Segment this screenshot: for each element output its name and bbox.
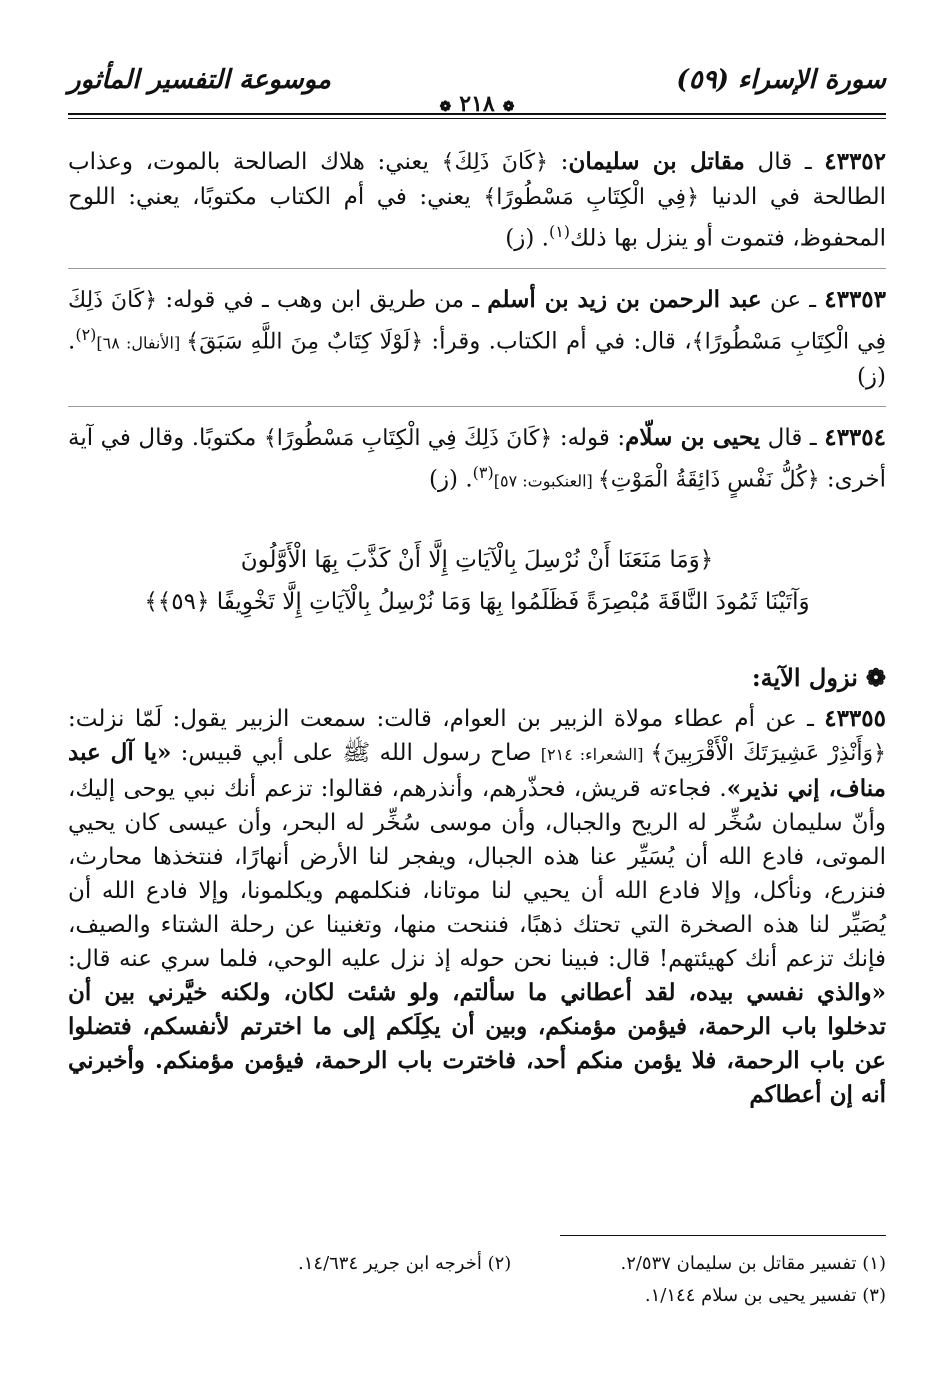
quran-quote: ﴿كَانَ ذَلِكَ فِي الْكِتَابِ مَسْطُورًا﴾ bbox=[68, 287, 887, 355]
text: : bbox=[548, 149, 569, 175]
text: : قوله: bbox=[552, 425, 626, 452]
text: مكتوبًا. وقال في آية أخرى: bbox=[68, 425, 886, 493]
text: ـ قال bbox=[744, 149, 825, 175]
text: . (ز) bbox=[68, 328, 886, 391]
quran-quote: ﴿كَانَ ذَلِكَ فِي الْكِتَابِ مَسْطُورًا﴾ bbox=[263, 426, 553, 452]
hadith-quote: «يا آل عبد مناف، إني نذير» bbox=[68, 738, 886, 802]
text: . (ز) bbox=[428, 466, 473, 493]
entry-43355 bbox=[68, 702, 886, 1112]
text: ـ من طريق ابن وهب ـ في قوله: bbox=[157, 286, 488, 313]
book-title: موسوعة التفسير المأثور bbox=[68, 65, 331, 95]
footnote-3: (٣) تفسير يحيى بن سلام ١/١٤٤. bbox=[644, 1285, 886, 1306]
quran-quote: ﴿لَوْلَا كِتَابٌ مِنَ اللَّهِ سَبَقَ﴾ bbox=[186, 329, 424, 355]
section-heading bbox=[68, 663, 886, 692]
text: . (ز) bbox=[505, 225, 549, 252]
main-text bbox=[68, 145, 886, 1124]
flower-icon: ❁ bbox=[865, 662, 886, 692]
header-rule bbox=[68, 113, 886, 115]
quran-quote: ﴿كَانَ ذَلِكَ﴾ bbox=[441, 150, 549, 175]
verse-line-2: وَآتَيْنَا ثَمُودَ النَّاقَةَ مُبْصِرَةً فَظَلَمُوا بِهَا وَمَا نُرْسِلُ بِالْآيَاتِ إِلَّا تَخْوِيفًا ﴿٥٩﴾﴾ bbox=[144, 588, 810, 615]
narrator-name: مقاتل بن سليمان bbox=[568, 148, 745, 175]
ornament-icon: ❁ bbox=[502, 99, 515, 115]
footnote-ref: (٣) bbox=[472, 463, 494, 483]
header-rule-thin bbox=[68, 118, 886, 119]
verse-reference: [الشعراء: ٢١٤] bbox=[540, 744, 651, 764]
entry-number: ٤٣٣٥٤ bbox=[824, 424, 886, 452]
verse-reference: [العنكبوت: ٥٧] bbox=[493, 471, 598, 491]
text: يعني: في أم الكتاب مكتوبًا، يعني: اللوح المحفوظ، فتموت أو ينزل بها ذلك bbox=[68, 184, 886, 252]
hadith-quote: «والذي نفسي بيده، لقد أعطاني ما سألتم، ولو شئت لكان، ولكنه خيَّرني بين أن تدخلوا باب الرحمة، فيؤمن مؤمنكم، وبين أن يكِلَكم إلى ما اخترتم لأنفسكم، فتضلوا عن باب الرحمة، فلا يؤمن منكم أحد، فاخترت باب الرحمة، فيؤمن مؤمنكم. وأخبرني أنه إن أعطاكم bbox=[68, 978, 886, 1108]
text: ـ عن أم عطاء مولاة الزبير بن العوام، قالت: سمعت الزبير يقول: لَمّا نزلت: bbox=[68, 705, 825, 732]
entry-divider bbox=[68, 268, 886, 269]
quran-quote: ﴿كُلُّ نَفْسٍ ذَائِقَةُ الْمَوْتِ﴾ bbox=[597, 467, 820, 493]
verse-line-1: ﴿وَمَا مَنَعَنَا أَنْ نُرْسِلَ بِالْآيَاتِ إِلَّا أَنْ كَذَّبَ بِهَا الْأَوَّلُونَ bbox=[240, 546, 714, 573]
footnote-ref: (٢) bbox=[75, 324, 97, 344]
footnote-1: (١) تفسير مقاتل بن سليمان ٢/٥٣٧. bbox=[620, 1253, 886, 1274]
narrator-name: يحيى بن سلّام bbox=[625, 424, 761, 452]
text: ـ قال bbox=[760, 425, 825, 452]
entry-43352 bbox=[68, 145, 886, 256]
entry-divider bbox=[68, 406, 886, 407]
text: ، قال: في أم الكتاب. وقرأ: bbox=[423, 328, 692, 355]
entry-number: ٤٣٣٥٥ bbox=[824, 704, 886, 732]
section-title: نزول الآية: bbox=[751, 662, 858, 692]
narrator-name: عبد الرحمن بن زيد بن أسلم bbox=[487, 285, 762, 313]
quran-quote: ﴿فِي الْكِتَابِ مَسْطُورًا﴾ bbox=[483, 185, 699, 210]
footnote-2: (٢) أخرجه ابن جرير ١٤/٦٣٤. bbox=[298, 1253, 512, 1274]
quran-verse-block bbox=[68, 539, 886, 623]
footnote-ref: (١) bbox=[548, 222, 571, 241]
page-header bbox=[68, 55, 886, 123]
text: يعني: هلاك الصالحة بالموت، وعذاب الطالحة في الدنيا bbox=[68, 149, 886, 210]
entry-number: ٤٣٣٥٣ bbox=[824, 285, 887, 313]
footnote-rule bbox=[560, 1235, 886, 1236]
text: . فجاءته قريش، فحذّرهم، وأنذرهم، فقالوا: تزعم أنك نبي يوحى إليك، وأنّ سليمان سُخِّر له الريح والجبال، وأن موسى سُخِّر له البحر، وأن عيسى كان يحيي الموتى، فادع الله أن يُسَيِّر عنا هذه الجبال، ويفجر لنا الأرض أنهارًا، فنتخذها محارث، فنزرع، ونأكل، وإلا فادع الله أن يحيي لنا موتانا، فنكلمهم ويكلمونا، وإلا فادع الله أن يُصَيِّر لنا هذه الصخرة التي تحتك ذهبًا، فننحت منها، وتغنينا عن رحلة الشتاء والصيف، فإنك تزعم أنك كهيئتهم! قال: فبينا نحن حوله إذ نزل عليه الوحي، فلما سري عنه قال: bbox=[68, 775, 886, 972]
quran-quote: ﴿وَأَنْذِرْ عَشِيرَتَكَ الْأَقْرَبِينَ﴾ bbox=[650, 740, 886, 766]
text: صاح رسول الله ﷺ على أبي قبيس: bbox=[171, 739, 541, 766]
surah-title: سورة الإسراء (٥٩) bbox=[676, 65, 886, 95]
entry-43353 bbox=[68, 283, 886, 395]
entry-43354 bbox=[68, 421, 886, 499]
ornament-icon: ❁ bbox=[439, 99, 452, 115]
verse-reference: [الأنفال: ٦٨] bbox=[96, 333, 187, 353]
text: ـ عن bbox=[761, 286, 825, 313]
entry-number: ٤٣٣٥٢ bbox=[824, 148, 887, 175]
page-number-value: ٢١٨ bbox=[459, 91, 495, 117]
